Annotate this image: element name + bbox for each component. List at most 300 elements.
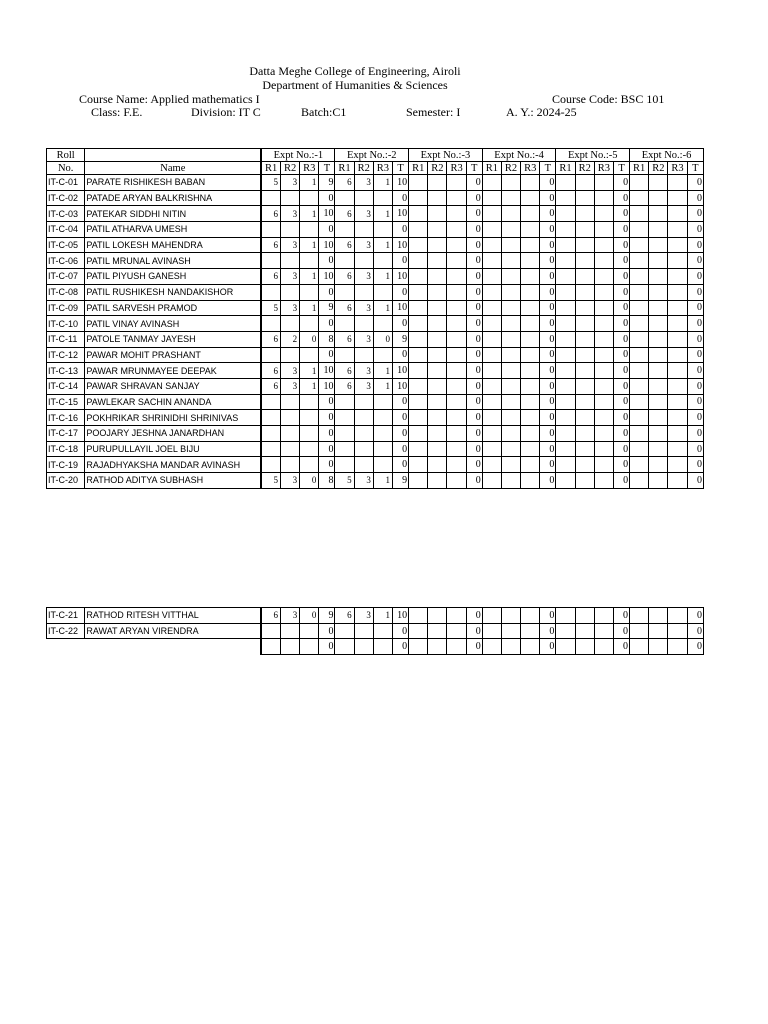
roll-no-cell: IT-C-02 bbox=[47, 190, 85, 206]
expt-1-r3-cell: 1 bbox=[300, 269, 319, 285]
expt-5-r3-cell bbox=[594, 269, 613, 285]
expt-4-total-cell: 0 bbox=[540, 426, 556, 442]
table-row bbox=[47, 206, 704, 222]
sub-header-r2-expt-1: R2 bbox=[280, 162, 299, 175]
expt-1-r1-cell bbox=[261, 347, 280, 363]
expt-4-r1-cell bbox=[482, 284, 501, 300]
expt-2-r3-cell: 1 bbox=[373, 269, 392, 285]
expt-6-r1-cell bbox=[630, 300, 649, 316]
expt-3-r2-cell bbox=[428, 623, 447, 639]
expt-6-r1-cell bbox=[630, 623, 649, 639]
expt-4-r2-cell bbox=[501, 608, 520, 624]
expt-6-r2-cell bbox=[649, 300, 668, 316]
sub-header-t-expt-3: T bbox=[466, 162, 482, 175]
expt-6-total-cell: 0 bbox=[687, 378, 703, 394]
expt-4-total-cell: 0 bbox=[540, 347, 556, 363]
roll-no-cell: IT-C-13 bbox=[47, 363, 85, 379]
expt-5-r3-cell bbox=[594, 300, 613, 316]
expt-6-r1-cell bbox=[630, 363, 649, 379]
expt-5-total-cell: 0 bbox=[613, 269, 629, 285]
expt-3-r2-cell bbox=[428, 237, 447, 253]
student-name-cell: PATIL LOKESH MAHENDRA bbox=[85, 237, 261, 253]
expt-3-r1-cell bbox=[409, 206, 428, 222]
expt-6-r3-cell bbox=[668, 222, 687, 238]
expt-6-r2-cell bbox=[649, 175, 668, 191]
expt-3-total-cell: 0 bbox=[466, 316, 482, 332]
expt-5-r2-cell bbox=[575, 222, 594, 238]
expt-2-r1-cell: 6 bbox=[335, 269, 354, 285]
division-label: Division: IT C bbox=[191, 105, 261, 119]
expt-1-r1-cell bbox=[261, 316, 280, 332]
expt-5-total-cell: 0 bbox=[613, 222, 629, 238]
sub-header-t-expt-6: T bbox=[687, 162, 703, 175]
expt-6-r3-cell bbox=[668, 608, 687, 624]
table-row bbox=[47, 441, 704, 457]
expt-2-r2-cell bbox=[354, 441, 373, 457]
roll-no-cell: IT-C-14 bbox=[47, 378, 85, 394]
expt-1-r1-cell bbox=[261, 457, 280, 473]
expt-5-r2-cell bbox=[575, 284, 594, 300]
expt-6-r3-cell bbox=[668, 394, 687, 410]
expt-3-r1-cell bbox=[409, 608, 428, 624]
expt-2-total-cell: 9 bbox=[393, 331, 409, 347]
expt-5-total-cell: 0 bbox=[613, 394, 629, 410]
expt-3-r3-cell bbox=[447, 639, 466, 655]
expt-1-r3-cell: 1 bbox=[300, 206, 319, 222]
expt-1-r1-cell: 6 bbox=[261, 331, 280, 347]
table-row bbox=[47, 253, 704, 269]
expt-2-r1-cell bbox=[335, 316, 354, 332]
expt-1-r3-cell: 1 bbox=[300, 378, 319, 394]
sub-header-r3-expt-5: R3 bbox=[594, 162, 613, 175]
name-header: Name bbox=[85, 162, 261, 175]
table-row bbox=[47, 378, 704, 394]
student-name-cell: RAWAT ARYAN VIRENDRA bbox=[85, 623, 261, 639]
table-row bbox=[47, 347, 704, 363]
expt-1-r1-cell bbox=[261, 394, 280, 410]
expt-6-r1-cell bbox=[630, 639, 649, 655]
expt-1-total-cell: 0 bbox=[319, 441, 335, 457]
expt-4-r2-cell bbox=[501, 426, 520, 442]
expt-2-total-cell: 0 bbox=[393, 394, 409, 410]
expt-1-r3-cell bbox=[300, 441, 319, 457]
expt-1-total-cell: 0 bbox=[319, 623, 335, 639]
expt-6-r1-cell bbox=[630, 608, 649, 624]
expt-6-r1-cell bbox=[630, 253, 649, 269]
expt-3-r1-cell bbox=[409, 190, 428, 206]
expt-6-total-cell: 0 bbox=[687, 175, 703, 191]
expt-2-r3-cell bbox=[373, 410, 392, 426]
sub-header-r1-expt-5: R1 bbox=[556, 162, 575, 175]
expt-2-total-cell: 0 bbox=[393, 316, 409, 332]
expt-6-r2-cell bbox=[649, 441, 668, 457]
sub-header-r1-expt-1: R1 bbox=[261, 162, 280, 175]
expt-3-r2-cell bbox=[428, 441, 447, 457]
expt-4-r1-cell bbox=[482, 206, 501, 222]
expt-3-r3-cell bbox=[447, 284, 466, 300]
expt-6-total-cell: 0 bbox=[687, 190, 703, 206]
expt-1-total-cell: 0 bbox=[319, 639, 335, 655]
expt-3-total-cell: 0 bbox=[466, 269, 482, 285]
expt-6-r2-cell bbox=[649, 394, 668, 410]
expt-3-r3-cell bbox=[447, 206, 466, 222]
expt-1-r3-cell: 0 bbox=[300, 473, 319, 489]
roll-no-cell: IT-C-18 bbox=[47, 441, 85, 457]
expt-4-r1-cell bbox=[482, 316, 501, 332]
expt-4-r2-cell bbox=[501, 253, 520, 269]
expt-1-r1-cell: 5 bbox=[261, 175, 280, 191]
expt-4-r1-cell bbox=[482, 269, 501, 285]
expt-1-r1-cell: 6 bbox=[261, 206, 280, 222]
expt-3-r2-cell bbox=[428, 410, 447, 426]
expt-5-r2-cell bbox=[575, 253, 594, 269]
student-name-cell: PATEKAR SIDDHI NITIN bbox=[85, 206, 261, 222]
expt-4-r1-cell bbox=[482, 394, 501, 410]
student-name-cell bbox=[85, 639, 261, 655]
expt-4-total-cell: 0 bbox=[540, 175, 556, 191]
expt-4-r3-cell bbox=[521, 222, 540, 238]
expt-2-r2-cell bbox=[354, 347, 373, 363]
expt-1-total-cell: 10 bbox=[319, 206, 335, 222]
expt-5-r2-cell bbox=[575, 410, 594, 426]
table-row bbox=[47, 394, 704, 410]
table-row bbox=[47, 175, 704, 191]
expt-3-r3-cell bbox=[447, 300, 466, 316]
expt-5-r1-cell bbox=[556, 623, 575, 639]
expt-1-r3-cell bbox=[300, 623, 319, 639]
expt-3-total-cell: 0 bbox=[466, 608, 482, 624]
expt-4-r1-cell bbox=[482, 347, 501, 363]
expt-1-r1-cell bbox=[261, 441, 280, 457]
expt-3-total-cell: 0 bbox=[466, 222, 482, 238]
expt-3-r2-cell bbox=[428, 378, 447, 394]
expt-6-r1-cell bbox=[630, 190, 649, 206]
expt-4-r3-cell bbox=[521, 284, 540, 300]
student-name-cell: PATIL PIYUSH GANESH bbox=[85, 269, 261, 285]
expt-2-r2-cell: 3 bbox=[354, 378, 373, 394]
expt-5-r2-cell bbox=[575, 269, 594, 285]
expt-4-r2-cell bbox=[501, 222, 520, 238]
expt-6-total-cell: 0 bbox=[687, 269, 703, 285]
expt-1-r3-cell: 1 bbox=[300, 300, 319, 316]
expt-4-r3-cell bbox=[521, 300, 540, 316]
expt-1-r2-cell: 3 bbox=[280, 378, 299, 394]
expt-5-total-cell: 0 bbox=[613, 331, 629, 347]
expt-4-total-cell: 0 bbox=[540, 623, 556, 639]
sub-header-r3-expt-4: R3 bbox=[521, 162, 540, 175]
course-name: Course Name: Applied mathematics I bbox=[79, 92, 260, 106]
expt-6-r2-cell bbox=[649, 222, 668, 238]
expt-1-total-cell: 0 bbox=[319, 284, 335, 300]
expt-1-r1-cell bbox=[261, 190, 280, 206]
expt-3-r1-cell bbox=[409, 284, 428, 300]
expt-2-r1-cell: 6 bbox=[335, 378, 354, 394]
sub-header-r2-expt-6: R2 bbox=[649, 162, 668, 175]
expt-2-r3-cell: 1 bbox=[373, 608, 392, 624]
roll-no-cell: IT-C-09 bbox=[47, 300, 85, 316]
roll-no-cell: IT-C-08 bbox=[47, 284, 85, 300]
sub-header-r1-expt-6: R1 bbox=[630, 162, 649, 175]
expt-4-r1-cell bbox=[482, 253, 501, 269]
table-row bbox=[47, 331, 704, 347]
sub-header-t-expt-1: T bbox=[319, 162, 335, 175]
expt-5-r2-cell bbox=[575, 331, 594, 347]
sub-header-r2-expt-2: R2 bbox=[354, 162, 373, 175]
table-row bbox=[47, 363, 704, 379]
expt-2-total-cell: 10 bbox=[393, 175, 409, 191]
expt-5-r2-cell bbox=[575, 190, 594, 206]
expt-4-r2-cell bbox=[501, 331, 520, 347]
student-name-cell: POOJARY JESHNA JANARDHAN bbox=[85, 426, 261, 442]
expt-2-r1-cell: 6 bbox=[335, 206, 354, 222]
expt-3-total-cell: 0 bbox=[466, 394, 482, 410]
expt-5-r2-cell bbox=[575, 457, 594, 473]
expt-1-total-cell: 0 bbox=[319, 222, 335, 238]
expt-6-r3-cell bbox=[668, 175, 687, 191]
expt-3-r2-cell bbox=[428, 300, 447, 316]
expt-3-r2-cell bbox=[428, 347, 447, 363]
expt-2-r3-cell bbox=[373, 394, 392, 410]
expt-2-total-cell: 10 bbox=[393, 363, 409, 379]
expt-2-r3-cell bbox=[373, 441, 392, 457]
expt-3-total-cell: 0 bbox=[466, 457, 482, 473]
expt-4-total-cell: 0 bbox=[540, 363, 556, 379]
expt-6-r1-cell bbox=[630, 284, 649, 300]
sub-header-r2-expt-3: R2 bbox=[428, 162, 447, 175]
expt-4-r1-cell bbox=[482, 378, 501, 394]
expt-1-r1-cell bbox=[261, 222, 280, 238]
expt-6-r2-cell bbox=[649, 457, 668, 473]
expt-4-total-cell: 0 bbox=[540, 300, 556, 316]
class-label: Class: F.E. bbox=[91, 105, 143, 119]
expt-6-r2-cell bbox=[649, 426, 668, 442]
expt-2-total-cell: 0 bbox=[393, 222, 409, 238]
expt-1-r2-cell bbox=[280, 394, 299, 410]
expt-3-r3-cell bbox=[447, 441, 466, 457]
expt-1-r3-cell bbox=[300, 284, 319, 300]
expt-1-r2-cell: 3 bbox=[280, 269, 299, 285]
expt-4-r2-cell bbox=[501, 639, 520, 655]
sub-header-t-expt-4: T bbox=[540, 162, 556, 175]
expt-4-total-cell: 0 bbox=[540, 190, 556, 206]
expt-4-r2-cell bbox=[501, 473, 520, 489]
expt-6-r3-cell bbox=[668, 363, 687, 379]
expt-5-r2-cell bbox=[575, 300, 594, 316]
expt-6-r2-cell bbox=[649, 284, 668, 300]
expt-2-r3-cell bbox=[373, 639, 392, 655]
expt-6-r2-cell bbox=[649, 639, 668, 655]
expt-6-r2-cell bbox=[649, 331, 668, 347]
roll-no-cell: IT-C-20 bbox=[47, 473, 85, 489]
expt-1-r2-cell bbox=[280, 316, 299, 332]
expt-1-r2-cell: 3 bbox=[280, 237, 299, 253]
expt-3-r3-cell bbox=[447, 269, 466, 285]
expt-6-r3-cell bbox=[668, 331, 687, 347]
expt-3-r2-cell bbox=[428, 426, 447, 442]
sub-header-r3-expt-6: R3 bbox=[668, 162, 687, 175]
expt-2-total-cell: 0 bbox=[393, 190, 409, 206]
expt-4-r1-cell bbox=[482, 300, 501, 316]
expt-1-total-cell: 10 bbox=[319, 378, 335, 394]
expt-4-r3-cell bbox=[521, 253, 540, 269]
expt-6-r2-cell bbox=[649, 473, 668, 489]
expt-6-r3-cell bbox=[668, 300, 687, 316]
expt-1-r2-cell bbox=[280, 441, 299, 457]
expt-6-r1-cell bbox=[630, 410, 649, 426]
marks-table-continued bbox=[46, 607, 704, 655]
expt-1-r3-cell bbox=[300, 316, 319, 332]
expt-2-r2-cell bbox=[354, 190, 373, 206]
expt-4-r2-cell bbox=[501, 190, 520, 206]
expt-3-r3-cell bbox=[447, 347, 466, 363]
expt-5-r1-cell bbox=[556, 608, 575, 624]
expt-1-r1-cell bbox=[261, 623, 280, 639]
expt-1-total-cell: 0 bbox=[319, 457, 335, 473]
expt-5-r2-cell bbox=[575, 237, 594, 253]
expt-5-r1-cell bbox=[556, 473, 575, 489]
expt-1-r3-cell bbox=[300, 253, 319, 269]
expt-5-r3-cell bbox=[594, 623, 613, 639]
expt-2-r1-cell: 6 bbox=[335, 608, 354, 624]
expt-6-r3-cell bbox=[668, 237, 687, 253]
expt-4-r3-cell bbox=[521, 331, 540, 347]
expt-6-r2-cell bbox=[649, 363, 668, 379]
expt-4-r1-cell bbox=[482, 363, 501, 379]
student-name-cell: RAJADHYAKSHA MANDAR AVINASH bbox=[85, 457, 261, 473]
table-row bbox=[47, 473, 704, 489]
student-name-cell: PATIL MRUNAL AVINASH bbox=[85, 253, 261, 269]
expt-1-r2-cell bbox=[280, 426, 299, 442]
experiment-header-4: Expt No.:-4 bbox=[482, 149, 556, 162]
expt-1-r3-cell bbox=[300, 222, 319, 238]
expt-2-r3-cell: 1 bbox=[373, 175, 392, 191]
sub-header-r3-expt-2: R3 bbox=[373, 162, 392, 175]
expt-4-r2-cell bbox=[501, 457, 520, 473]
expt-5-total-cell: 0 bbox=[613, 253, 629, 269]
table-row bbox=[47, 190, 704, 206]
student-name-cell: RATHOD RITESH VITTHAL bbox=[85, 608, 261, 624]
expt-6-total-cell: 0 bbox=[687, 363, 703, 379]
expt-2-r1-cell bbox=[335, 441, 354, 457]
expt-5-r1-cell bbox=[556, 363, 575, 379]
expt-2-r3-cell: 1 bbox=[373, 378, 392, 394]
expt-3-total-cell: 0 bbox=[466, 410, 482, 426]
student-name-cell: PAWAR MRUNMAYEE DEEPAK bbox=[85, 363, 261, 379]
student-name-cell: PAWAR SHRAVAN SANJAY bbox=[85, 378, 261, 394]
expt-3-r2-cell bbox=[428, 253, 447, 269]
expt-1-total-cell: 9 bbox=[319, 175, 335, 191]
expt-4-r2-cell bbox=[501, 269, 520, 285]
expt-6-r3-cell bbox=[668, 473, 687, 489]
expt-4-r2-cell bbox=[501, 441, 520, 457]
expt-4-r2-cell bbox=[501, 410, 520, 426]
expt-1-r2-cell bbox=[280, 347, 299, 363]
expt-5-r3-cell bbox=[594, 175, 613, 191]
expt-4-total-cell: 0 bbox=[540, 378, 556, 394]
table-row bbox=[47, 608, 704, 624]
expt-2-r3-cell: 0 bbox=[373, 331, 392, 347]
table-row bbox=[47, 623, 704, 639]
expt-3-r3-cell bbox=[447, 253, 466, 269]
expt-6-r1-cell bbox=[630, 394, 649, 410]
expt-3-r1-cell bbox=[409, 410, 428, 426]
expt-4-r2-cell bbox=[501, 623, 520, 639]
sub-header-r3-expt-3: R3 bbox=[447, 162, 466, 175]
expt-2-r2-cell: 3 bbox=[354, 175, 373, 191]
expt-4-r1-cell bbox=[482, 441, 501, 457]
expt-2-total-cell: 10 bbox=[393, 206, 409, 222]
expt-5-total-cell: 0 bbox=[613, 175, 629, 191]
expt-3-total-cell: 0 bbox=[466, 639, 482, 655]
expt-1-r1-cell: 5 bbox=[261, 473, 280, 489]
expt-5-total-cell: 0 bbox=[613, 608, 629, 624]
expt-2-r1-cell bbox=[335, 457, 354, 473]
expt-2-r2-cell: 3 bbox=[354, 206, 373, 222]
expt-6-r1-cell bbox=[630, 175, 649, 191]
expt-6-total-cell: 0 bbox=[687, 206, 703, 222]
expt-3-r2-cell bbox=[428, 331, 447, 347]
expt-2-r1-cell bbox=[335, 284, 354, 300]
expt-1-r1-cell bbox=[261, 426, 280, 442]
expt-1-total-cell: 0 bbox=[319, 190, 335, 206]
expt-3-r3-cell bbox=[447, 394, 466, 410]
expt-4-total-cell: 0 bbox=[540, 639, 556, 655]
expt-5-r1-cell bbox=[556, 222, 575, 238]
expt-2-r3-cell bbox=[373, 222, 392, 238]
expt-5-r3-cell bbox=[594, 394, 613, 410]
expt-1-r2-cell bbox=[280, 253, 299, 269]
expt-2-total-cell: 10 bbox=[393, 300, 409, 316]
expt-5-r2-cell bbox=[575, 316, 594, 332]
expt-2-r2-cell bbox=[354, 316, 373, 332]
experiment-header-2: Expt No.:-2 bbox=[335, 149, 409, 162]
expt-1-total-cell: 0 bbox=[319, 394, 335, 410]
sub-header-r1-expt-2: R1 bbox=[335, 162, 354, 175]
expt-6-total-cell: 0 bbox=[687, 410, 703, 426]
expt-5-r3-cell bbox=[594, 316, 613, 332]
expt-4-total-cell: 0 bbox=[540, 269, 556, 285]
expt-5-total-cell: 0 bbox=[613, 347, 629, 363]
expt-4-r2-cell bbox=[501, 284, 520, 300]
expt-3-r2-cell bbox=[428, 316, 447, 332]
expt-3-r1-cell bbox=[409, 426, 428, 442]
expt-6-r2-cell bbox=[649, 206, 668, 222]
expt-2-r2-cell bbox=[354, 623, 373, 639]
expt-1-total-cell: 0 bbox=[319, 347, 335, 363]
expt-3-r1-cell bbox=[409, 237, 428, 253]
expt-2-r1-cell: 6 bbox=[335, 363, 354, 379]
expt-5-total-cell: 0 bbox=[613, 237, 629, 253]
expt-3-r3-cell bbox=[447, 426, 466, 442]
table-row bbox=[47, 639, 704, 655]
expt-6-r1-cell bbox=[630, 269, 649, 285]
expt-2-r2-cell: 3 bbox=[354, 300, 373, 316]
expt-5-r3-cell bbox=[594, 378, 613, 394]
expt-2-r3-cell: 1 bbox=[373, 300, 392, 316]
expt-4-r3-cell bbox=[521, 175, 540, 191]
expt-6-total-cell: 0 bbox=[687, 608, 703, 624]
expt-1-r2-cell bbox=[280, 410, 299, 426]
roll-no-cell: IT-C-04 bbox=[47, 222, 85, 238]
expt-6-r3-cell bbox=[668, 378, 687, 394]
expt-3-total-cell: 0 bbox=[466, 206, 482, 222]
expt-2-r1-cell bbox=[335, 347, 354, 363]
sub-header-r2-expt-4: R2 bbox=[501, 162, 520, 175]
student-name-cell: PAWLEKAR SACHIN ANANDA bbox=[85, 394, 261, 410]
expt-3-r2-cell bbox=[428, 175, 447, 191]
expt-3-r2-cell bbox=[428, 222, 447, 238]
expt-5-total-cell: 0 bbox=[613, 410, 629, 426]
